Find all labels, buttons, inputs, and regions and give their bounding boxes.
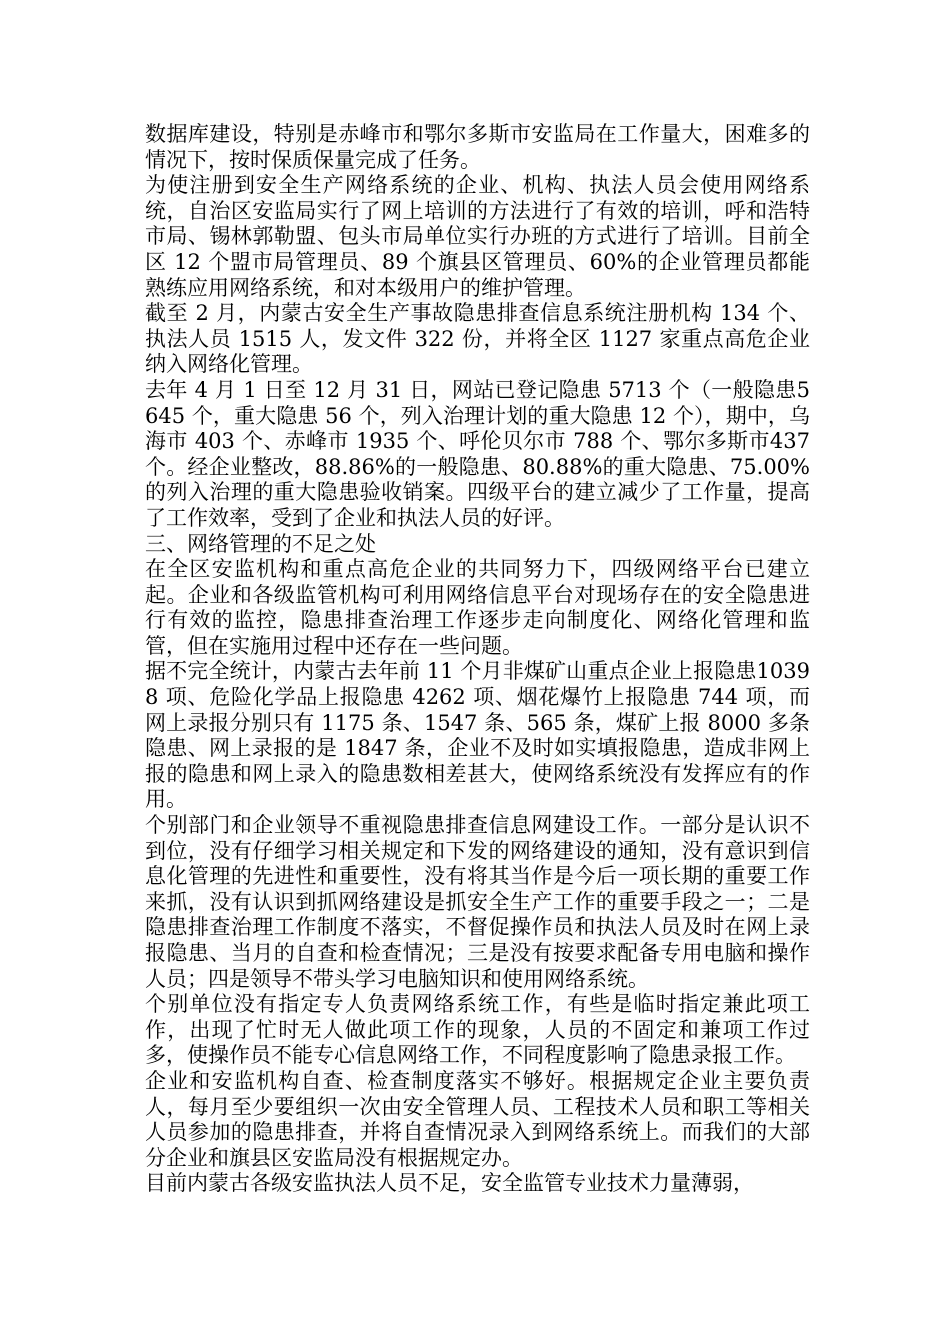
document-body [145,122,810,1197]
paragraph: 企业和安监机构自查、检查制度落实不够好。根据规定企业主要负责人，每月至少要组织一次由安全管理人员、工程技术人员和职工等相关人员参加的隐患排查，并将自查情况录入到网络系统上。而我们的大部分企业和旗县区安监局没有根据规定办。 [145,1068,810,1170]
paragraph: 在全区安监机构和重点高危企业的共同努力下，四级网络平台已建立起。企业和各级监管机构可利用网络信息平台对现场存在的安全隐患进行有效的监控，隐患排查治理工作逐步走向制度化、网络化管理和监管，但在实施用过程中还存在一些问题。 [145,557,810,658]
paragraph: 数据库建设，特别是赤峰市和鄂尔多斯市安监局在工作量大，困难多的情况下，按时保质保量完成了任务。 [145,122,810,172]
paragraph: 据不完全统计，内蒙古去年前 11 个月非煤矿山重点企业上报隐患10398 项、危险化学品上报隐患 4262 项、烟花爆竹上报隐患 744 项，而网上录报分别只有 1175 条、1547 条、565 条，煤矿上报 8000 多条隐患、网上录报的是 1847 条，企业不及时如实填报隐患，造成非网上报的隐患和网上录入的隐患数相差甚大，使网络系统没有发挥应有的作用。 [145,659,810,812]
paragraph: 个别部门和企业领导不重视隐患排查信息网建设工作。一部分是认识不到位，没有仔细学习相关规定和下发的网络建设的通知，没有意识到信息化管理的先进性和重要性，没有将其当作是今后一项长期的重要工作来抓，没有认识到抓网络建设是抓安全生产工作的重要手段之一；二是隐患排查治理工作制度不落实，不督促操作员和执法人员及时在网上录报隐患、当月的自查和检查情况；三是没有按要求配备专用电脑和操作人员；四是领导不带头学习电脑知识和使用网络系统。 [145,813,810,991]
paragraph: 去年 4 月 1 日至 12 月 31 日，网站已登记隐患 5713 个（一般隐患5645 个，重大隐患 56 个，列入治理计划的重大隐患 12 个），期中，乌海市 403 个、赤峰市 1935 个、呼伦贝尔市 788 个、鄂尔多斯市437 个。经企业整改，88.86%的一般隐患、80.88%的重大隐患、75.00%的列入治理的重大隐患验收销案。四级平台的建立减少了工作量，提高了工作效率，受到了企业和执法人员的好评。 [145,377,810,530]
paragraph: 为使注册到安全生产网络系统的企业、机构、执法人员会使用网络系统，自治区安监局实行了网上培训的方法进行了有效的培训，呼和浩特市局、锡林郭勒盟、包头市局单位实行办班的方式进行了培训。目前全区 12 个盟市局管理员、89 个旗县区管理员、60%的企业管理员都能熟练应用网络系统，和对本级用户的维护管理。 [145,173,810,300]
paragraph: 目前内蒙古各级安监执法人员不足，安全监管专业技术力量薄弱， [145,1171,754,1196]
section-heading: 三、网络管理的不足之处 [145,531,376,556]
paragraph: 个别单位没有指定专人负责网络系统工作，有些是临时指定兼此项工作，出现了忙时无人做此项工作的现象，人员的不固定和兼项工作过多，使操作员不能专心信息网络工作，不同程度影响了隐患录报工作。 [145,992,810,1068]
paragraph: 截至 2 月，内蒙古安全生产事故隐患排查信息系统注册机构 134 个、执法人员 1515 人，发文件 322 份，并将全区 1127 家重点高危企业纳入网络化管理。 [145,301,810,377]
